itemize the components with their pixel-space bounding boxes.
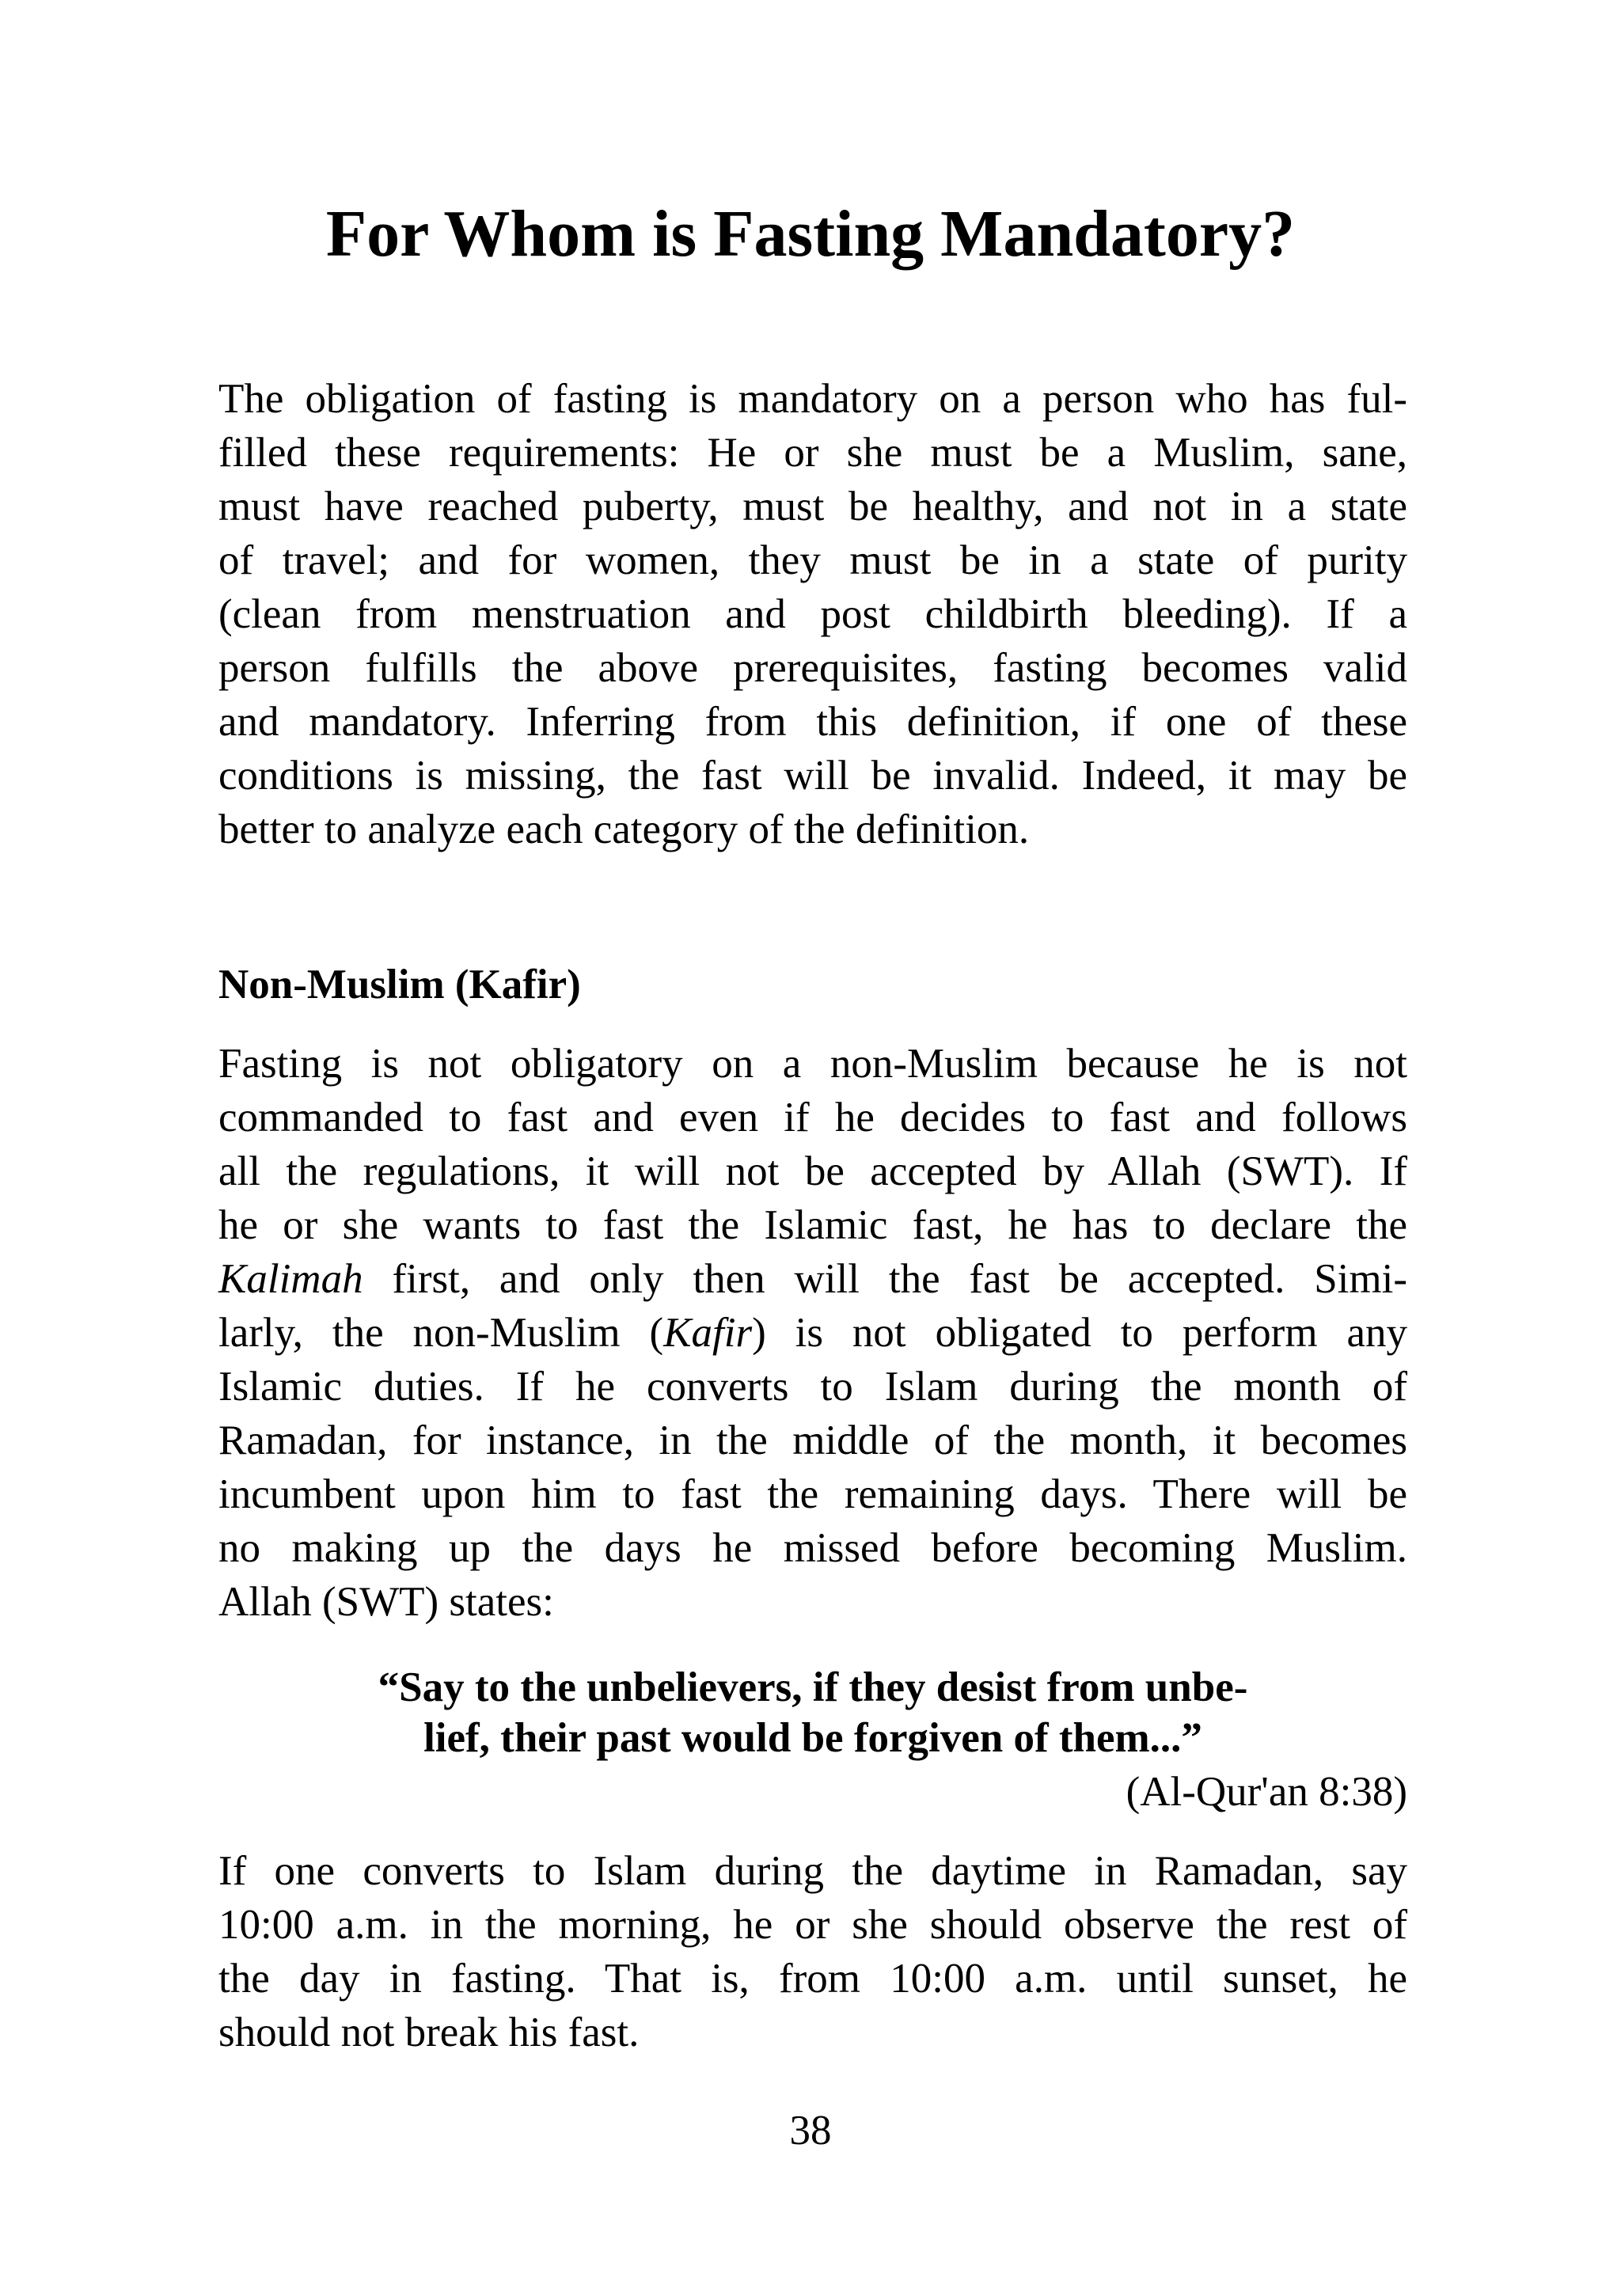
closing-line: 10:00 a.m. in the morning, he or she should observe the rest of xyxy=(218,1902,1407,1948)
kafir-line: Ramadan, for instance, in the middle of the month, it becomes xyxy=(218,1417,1407,1463)
intro-paragraph xyxy=(218,372,1407,856)
italic-term-kalimah: Kalimah xyxy=(218,1256,363,1302)
kafir-line-text: first, and only then will the fast be accepted. Simi- xyxy=(363,1256,1407,1302)
kafir-line: he or she wants to fast the Islamic fast, he has to declare the xyxy=(218,1202,1407,1248)
intro-line: and mandatory. Inferring from this definition, if one of these xyxy=(218,699,1407,745)
quote-line: “Say to the unbelievers, if they desist from unbe- xyxy=(378,1664,1248,1710)
kafir-line: all the regulations, it will not be accepted by Allah (SWT). If xyxy=(218,1148,1407,1194)
italic-term-kafir: Kafir xyxy=(663,1310,753,1356)
kafir-line: Fasting is not obligatory on a non-Muslim because he is not xyxy=(218,1041,1407,1087)
page-title: For Whom is Fasting Mandatory? xyxy=(325,197,1296,271)
intro-line: filled these requirements: He or she must be a Muslim, sane, xyxy=(218,430,1407,476)
closing-line: should not break his fast. xyxy=(218,2009,640,2055)
quote-citation: (Al-Qur'an 8:38) xyxy=(1126,1769,1407,1815)
intro-line: conditions is missing, the fast will be invalid. Indeed, it may be xyxy=(218,753,1407,799)
intro-line: of travel; and for women, they must be in a state of purity xyxy=(218,537,1407,583)
kafir-line: commanded to fast and even if he decides to fast and follows xyxy=(218,1095,1407,1140)
closing-paragraph xyxy=(218,1844,1407,2059)
kafir-line-text: larly, the non-Muslim ( xyxy=(218,1310,664,1356)
kafir-paragraph xyxy=(218,1037,1407,1629)
intro-line: (clean from menstruation and post childbirth bleeding). If a xyxy=(218,591,1407,637)
kafir-line: Allah (SWT) states: xyxy=(218,1579,554,1625)
intro-line: person fulfills the above prerequisites, fasting becomes valid xyxy=(218,645,1407,691)
page-number: 38 xyxy=(789,2108,832,2154)
section-heading: Non-Muslim (Kafir) xyxy=(218,962,581,1008)
kafir-line-text: ) is not obligated to perform any xyxy=(752,1310,1407,1356)
quote-line: lief, their past would be forgiven of them...” xyxy=(423,1715,1202,1761)
intro-line: The obligation of fasting is mandatory on a person who has ful- xyxy=(218,376,1407,422)
closing-line: If one converts to Islam during the daytime in Ramadan, say xyxy=(218,1848,1407,1894)
kafir-line xyxy=(218,1252,1407,1306)
closing-line: the day in fasting. That is, from 10:00 a.m. until sunset, he xyxy=(218,1956,1407,2002)
kafir-line: incumbent upon him to fast the remaining days. There will be xyxy=(218,1471,1407,1517)
kafir-line: Islamic duties. If he converts to Islam during the month of xyxy=(218,1364,1407,1410)
kafir-line xyxy=(218,1306,1407,1360)
kafir-line: no making up the days he missed before becoming Muslim. xyxy=(218,1525,1407,1571)
quran-quote xyxy=(218,1662,1407,1763)
intro-line: must have reached puberty, must be healthy, and not in a state xyxy=(218,484,1407,529)
intro-line: better to analyze each category of the definition. xyxy=(218,806,1030,852)
